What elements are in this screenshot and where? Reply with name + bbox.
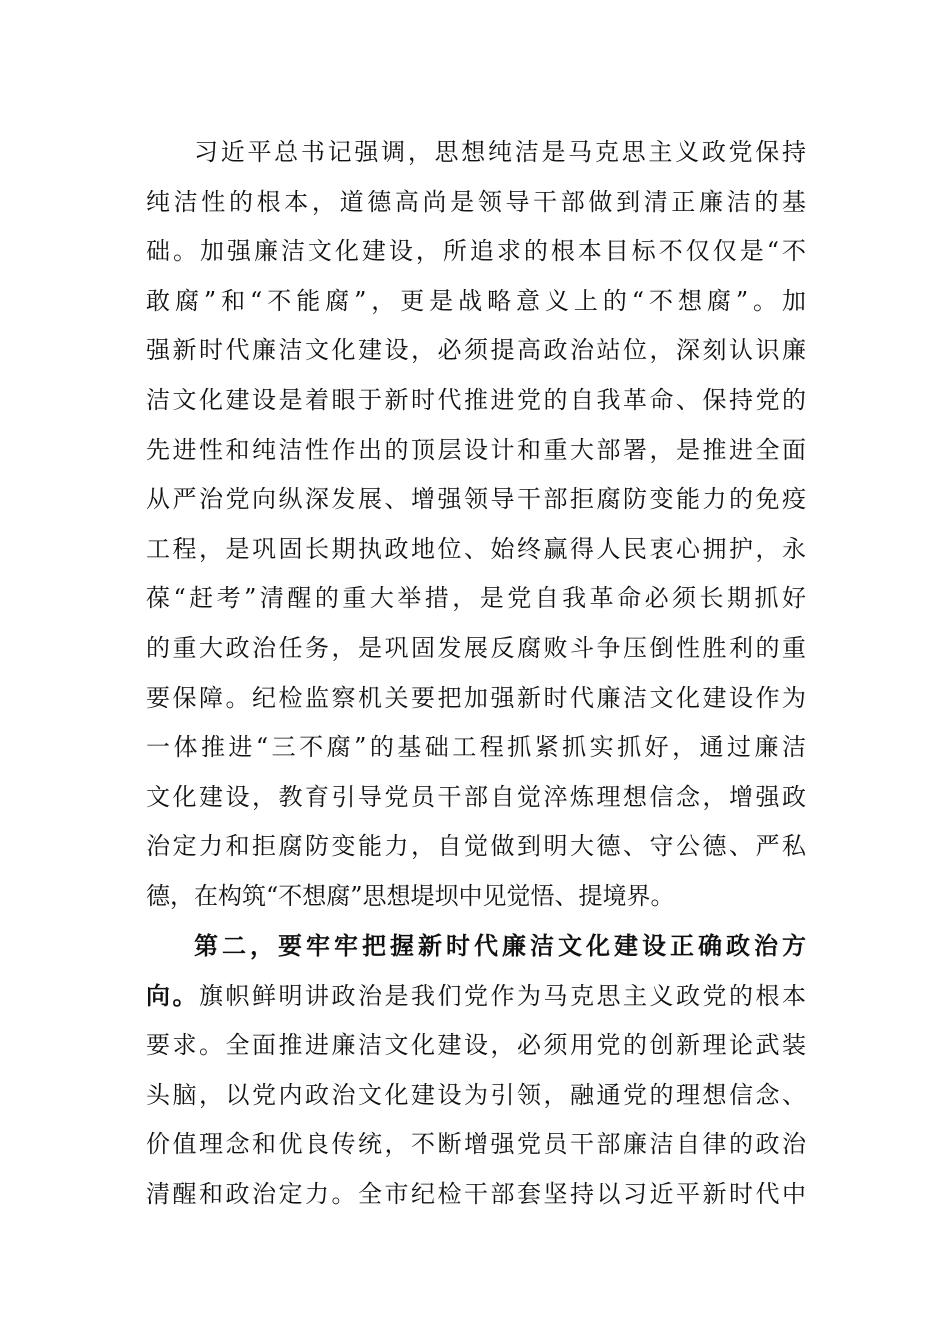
paragraph-2: [146, 922, 806, 1220]
paragraph-2-line: [146, 972, 806, 1022]
paragraph-2-line: 价值理念和优良传统，不断增强党员干部廉洁自律的政治: [146, 1130, 806, 1159]
paragraph-1-line: 的重大政治任务，是巩固发展反腐败斗争压倒性胜利的重: [146, 633, 806, 662]
paragraph-2-line: 清醒和政治定力。全市纪检干部套坚持以习近平新时代中: [146, 1179, 806, 1208]
paragraph-1-line: 敢腐”和“不能腐”，更是战略意义上的“不想腐”。加: [146, 286, 806, 315]
paragraph-1-line: 习近平总书记强调，思想纯洁是马克思主义政党保持: [194, 138, 806, 166]
paragraph-1: [146, 128, 806, 922]
paragraph-1-line: 强新时代廉洁文化建设，必须提高政治站位，深刻认识廉: [146, 336, 806, 365]
paragraph-1-line: 文化建设，教育引导党员干部自觉淬炼理想信念，增强政: [146, 782, 806, 811]
paragraph-1-line: 从严治党向纵深发展、增强领导干部拒腐防变能力的免疫: [146, 485, 806, 514]
paragraph-2-line: 头脑，以党内政治文化建设为引领，融通党的理想信念、: [146, 1080, 806, 1109]
paragraph-1-line: 纯洁性的根本，道德高尚是领导干部做到清正廉洁的基: [146, 187, 806, 216]
section-heading: 第二，要牢牢把握新时代廉洁文化建设正确政治方: [194, 932, 806, 960]
paragraph-1-line: 一体推进“三不腐”的基础工程抓紧抓实抓好，通过廉洁: [146, 733, 806, 762]
paragraph-1-line: 治定力和拒腐防变能力，自觉做到明大德、守公德、严私: [146, 832, 806, 861]
paragraph-1-line: 要保障。纪检监察机关要把加强新时代廉洁文化建设作为: [146, 683, 806, 712]
paragraph-1-line: 葆“赶考”清醒的重大举措，是党自我革命必须长期抓好: [146, 584, 806, 613]
paragraph-1-line: 础。加强廉洁文化建设，所追求的根本目标不仅仅是“不: [146, 237, 806, 266]
paragraph-1-line: 德，在构筑“不想腐”思想堤坝中见觉悟、提境界。: [146, 881, 675, 910]
paragraph-1-line: 洁文化建设是着眼于新时代推进党的自我革命、保持党的: [146, 385, 806, 414]
paragraph-2-line: 要求。全面推进廉洁文化建设，必须用党的创新理论武装: [146, 1031, 806, 1060]
section-heading-end: 向。: [146, 981, 199, 1010]
paragraph-2-text: 旗帜鲜明讲政治是我们党作为马克思主义政党的根本: [199, 981, 806, 1010]
paragraph-1-line: 先进性和纯洁性作出的顶层设计和重大部署，是推进全面: [146, 435, 806, 464]
paragraph-1-line: 工程，是巩固长期执政地位、始终赢得人民衷心拥护，永: [146, 534, 806, 563]
